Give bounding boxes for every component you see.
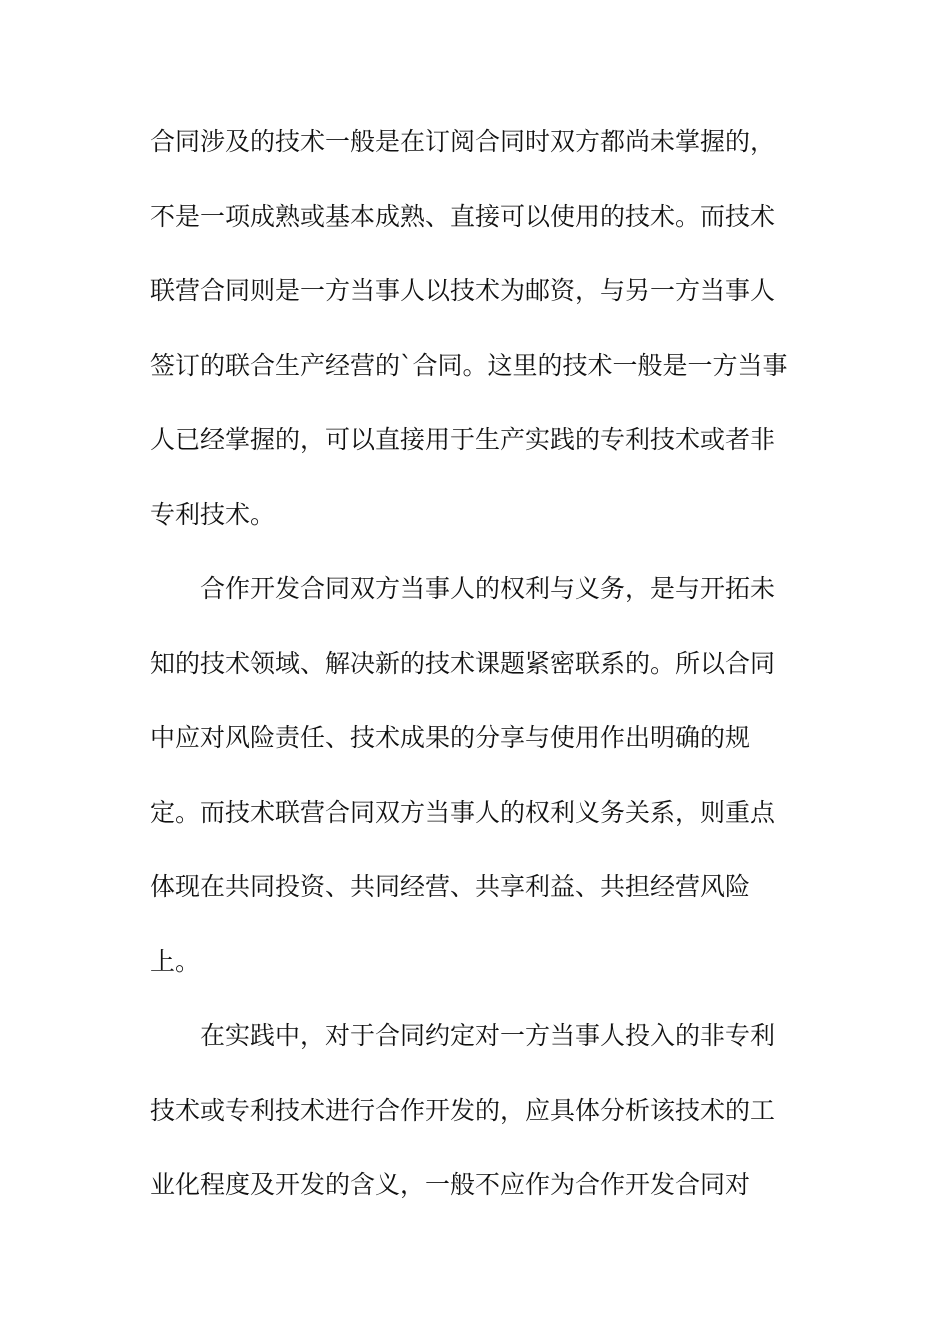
text-line: 签订的联合生产经营的`合同。这里的技术一般是一方当事	[150, 350, 788, 380]
text-line: 不是一项成熟或基本成熟、直接可以使用的技术。而技术	[150, 201, 776, 231]
text-line: 联营合同则是一方当事人以技术为邮资，与另一方当事人	[150, 276, 776, 305]
text-line: 专利技术。	[150, 499, 276, 529]
text-line: 人已经掌握的，可以直接用于生产实践的专利技术或者非	[150, 425, 776, 454]
text-line: 业化程度及开发的含义，一般不应作为合作开发合同对	[150, 1170, 751, 1199]
text-line: 定。而技术联营合同双方当事人的权利义务关系，则重点	[150, 797, 776, 827]
text-line-paragraph-start: 在实践中，对于合同约定对一方当事人投入的非专利	[200, 1021, 776, 1050]
body-text	[150, 124, 810, 1242]
text-line: 体现在共同投资、共同经营、共享利益、共担经营风险	[150, 872, 751, 901]
text-line: 技术或专利技术进行合作开发的，应具体分析该技术的工	[150, 1095, 776, 1125]
text-line: 知的技术领域、解决新的技术课题紧密联系的。所以合同	[150, 648, 776, 678]
text-line-paragraph-start: 合作开发合同双方当事人的权利与义务，是与开拓未	[200, 574, 776, 603]
text-line: 合同涉及的技术一般是在订阅合同时双方都尚未掌握的，	[150, 127, 776, 156]
text-line: 中应对风险责任、技术成果的分享与使用作出明确的规	[150, 723, 751, 752]
text-line: 上。	[150, 946, 201, 976]
